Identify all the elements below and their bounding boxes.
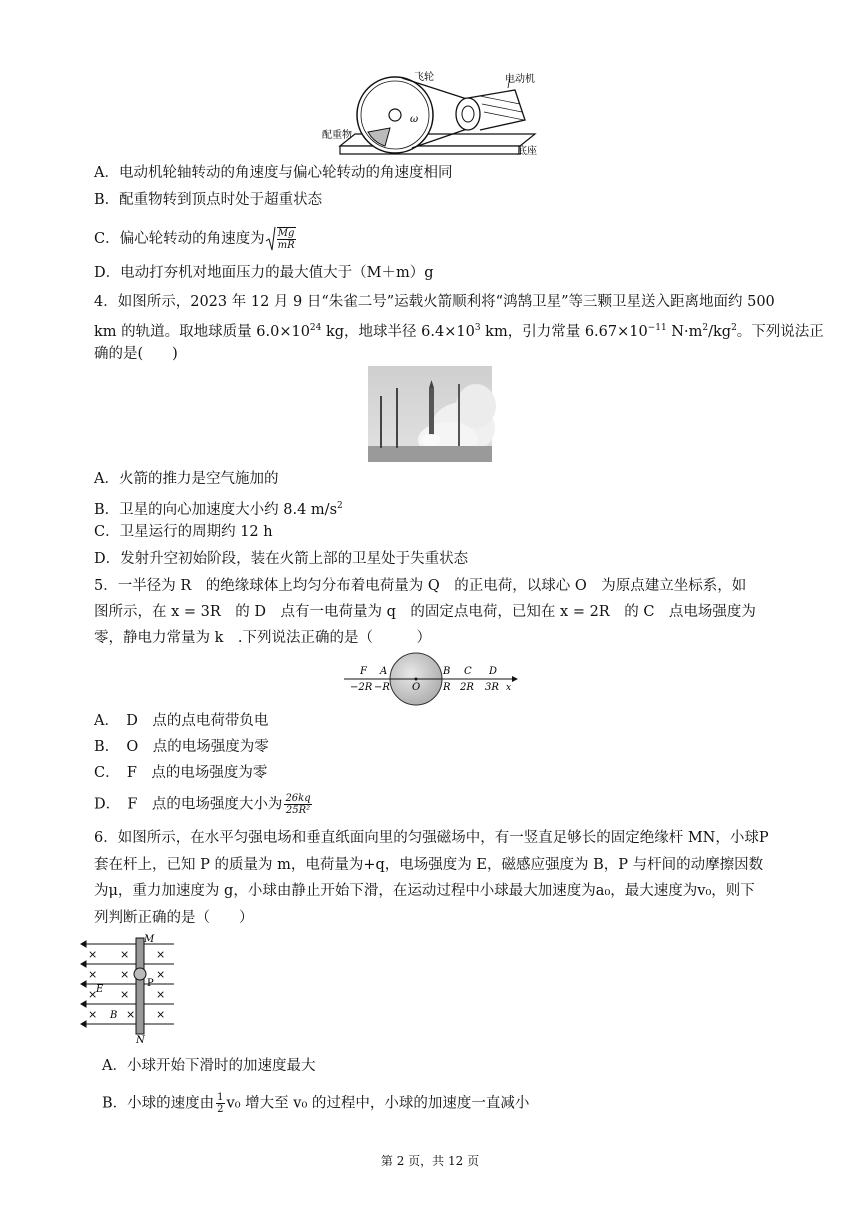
q4-option-b-text: B．卫星的向心加速度大小约 8.4 m/s — [94, 501, 338, 518]
q5-option-a: A． D 点的点电荷带负电 — [94, 713, 269, 729]
q4-sup3: −11 — [647, 323, 667, 333]
q6-cross: × — [120, 948, 130, 961]
q4-line2-e: /kg — [708, 323, 732, 340]
q5-stem-line3: 零，静电力常量为 k .下列说法正确的是（ ） — [94, 630, 432, 646]
q4-option-b-sup: 2 — [337, 501, 343, 511]
q3-option-b: B．配重物转到顶点时处于超重状态 — [94, 192, 323, 208]
q4-line2-a: km 的轨道。取地球质量 6.0×10 — [94, 323, 310, 340]
q6-label-E: E — [96, 984, 104, 995]
q6-stem-line1: 6．如图所示，在水平匀强电场和垂直纸面向里的匀强磁场中，有一竖直足够长的固定绝缘杆 MN，小球P — [94, 830, 769, 846]
q5-label-D: D — [489, 666, 498, 677]
q5-option-d-text: D． F 点的电场强度大小为 — [94, 796, 283, 813]
q6-figure — [80, 932, 180, 1044]
q5-option-d-den: 25R² — [285, 805, 311, 816]
q4-stem-line3: 确的是( ) — [94, 346, 178, 362]
q3-label-flywheel: 飞轮 — [414, 72, 434, 83]
q6-cross: × — [120, 988, 130, 1001]
q3-label-base: 底座 — [517, 146, 537, 157]
q6-option-b-den: 2 — [217, 1104, 224, 1115]
q3-option-c-fraction — [277, 227, 296, 251]
q6-cross: × — [156, 948, 166, 961]
q4-line2-c: km，引力常量 6.67×10 — [480, 323, 648, 340]
sqrt-sign — [265, 226, 275, 252]
q3-option-c-den: mR — [277, 240, 295, 251]
q6-label-B: B — [110, 1010, 118, 1021]
q5-label-O: O — [412, 682, 421, 693]
q3-figure — [322, 70, 550, 162]
q4-option-a: A．火箭的推力是空气施加的 — [94, 471, 279, 487]
q6-cross: × — [88, 988, 98, 1001]
q5-option-d-fraction — [284, 793, 311, 816]
q5-label-mR: −R — [374, 682, 390, 693]
q4-sup1: 24 — [309, 323, 322, 333]
q6-cross: × — [156, 1008, 166, 1021]
q6-cross: × — [156, 988, 166, 1001]
q5-label-F: F — [360, 666, 367, 677]
q5-label-B: B — [443, 666, 451, 677]
q5-label-3R: 3R — [485, 682, 499, 693]
q3-label-counterweight: 配重物 — [322, 130, 352, 141]
q6-stem-line4: 列判断正确的是（ ） — [94, 910, 254, 926]
q3-option-a: A．电动机轮轴转动的角速度与偏心轮转动的角速度相同 — [94, 165, 453, 181]
q3-option-c-text: C．偏心轮转动的角速度为 — [94, 231, 265, 247]
q6-stem-line3: 为μ，重力加速度为 g，小球由静止开始下滑，在运动过程中小球最大加速度为a₀，最大速度为v₀，则下 — [94, 883, 755, 899]
q5-option-c: C． F 点的电场强度为零 — [94, 765, 268, 781]
q5-option-d-num: 26kq — [285, 793, 311, 804]
q4-line2-d: N·m — [666, 323, 703, 340]
q6-option-a: A．小球开始下滑时的加速度最大 — [102, 1058, 316, 1074]
q6-label-P: P — [147, 978, 154, 989]
q5-stem-line2: 图所示，在 x = 3R 的 D 点有一电荷量为 q 的固定点电荷，已知在 x = 2R 的 C 点电场强度为 — [94, 604, 756, 620]
q3-label-omega: ω — [410, 114, 419, 125]
q5-label-R: R — [443, 682, 451, 693]
q6-cross: × — [88, 1008, 98, 1021]
q4-option-c: C．卫星运行的周期约 12 h — [94, 524, 273, 540]
q4-sup5: 2 — [731, 323, 737, 333]
q4-option-d: D．发射升空初始阶段，装在火箭上部的卫星处于失重状态 — [94, 551, 469, 567]
q3-option-c-num: Mg — [277, 228, 295, 239]
q4-stem-line1: 4．如图所示，2023 年 12 月 9 日“朱雀二号”运载火箭顺利将“鸿鹄卫星”等三颗卫星送入距离地面约 500 — [94, 294, 775, 310]
q4-sup2: 3 — [474, 323, 481, 333]
q5-label-2R: 2R — [460, 682, 474, 693]
page-footer: 第 2 页，共 12 页 — [380, 1154, 480, 1168]
q5-label-m2R: −2R — [350, 682, 373, 693]
q6-label-M: M — [144, 934, 155, 945]
q4-stem-line2 — [94, 318, 824, 342]
q5-label-A: A — [380, 666, 388, 677]
q4-sup4: 2 — [702, 323, 709, 333]
q6-cross: × — [88, 948, 98, 961]
q5-figure — [342, 652, 522, 708]
q5-option-d — [94, 793, 314, 816]
q6-option-b-suffix: v₀ 增大至 v₀ 的过程中，小球的加速度一直减小 — [226, 1095, 530, 1112]
q4-line2-f: 。下列说法正 — [736, 323, 824, 340]
q5-label-C: C — [464, 666, 472, 677]
q6-option-b-text: B．小球的速度由 — [102, 1095, 215, 1112]
q4-option-b — [94, 496, 343, 520]
q6-cross: × — [126, 1008, 136, 1021]
q5-label-x: x — [506, 683, 512, 693]
q3-option-d: D．电动打夯机对地面压力的最大值大于（M＋m）g — [94, 265, 434, 281]
q4-line2-b: kg，地球半径 6.4×10 — [321, 323, 475, 340]
q6-stem-line2: 套在杆上，已知 P 的质量为 m，电荷量为+q，电场强度为 E，磁感应强度为 B，P 与杆间的动摩擦因数 — [94, 857, 764, 873]
q3-option-c — [94, 226, 298, 252]
q3-label-motor: 电动机 — [505, 74, 535, 85]
q4-rocket-photo — [368, 366, 492, 462]
q6-option-b — [102, 1092, 529, 1115]
q6-label-N: N — [136, 1035, 145, 1046]
q5-option-b: B． O 点的电场强度为零 — [94, 739, 269, 755]
q5-stem-line1: 5．一半径为 R 的绝缘球体上均匀分布着电荷量为 Q 的正电荷，以球心 O 为原点建立坐标系，如 — [94, 578, 747, 594]
q6-cross: × — [120, 968, 130, 981]
q6-cross: × — [88, 968, 98, 981]
q6-cross: × — [156, 968, 166, 981]
q6-option-b-num: 1 — [217, 1092, 224, 1103]
q6-option-b-fraction — [216, 1092, 224, 1115]
